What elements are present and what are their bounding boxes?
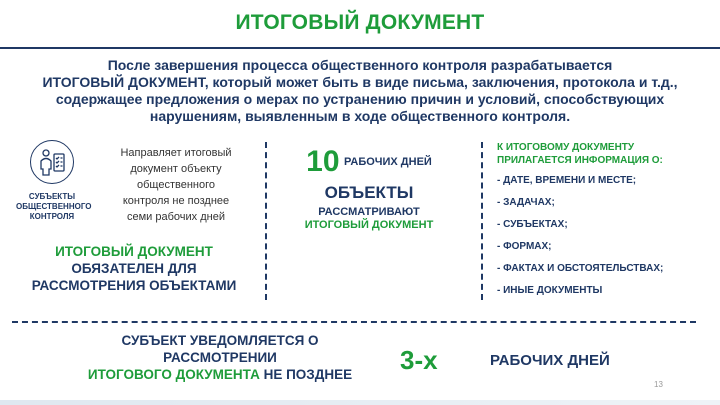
checklist-person-icon	[30, 140, 74, 184]
attachment-heading-line: К ИТОГОВОМУ ДОКУМЕНТУ	[497, 142, 635, 153]
vertical-divider-right	[481, 142, 483, 300]
attachment-list	[497, 175, 717, 296]
vertical-divider-left	[265, 142, 267, 300]
description-line: контроля не позднее	[122, 195, 230, 207]
objects-consider: РАССМАТРИВАЮТ	[318, 206, 420, 218]
description-line: Направляет итоговый	[120, 147, 232, 159]
intro-paragraph	[10, 57, 710, 125]
objects-doc: ИТОГОВЫЙ ДОКУМЕНТ	[304, 219, 434, 231]
mandatory-line-2: ОБЯЗАТЕЛЕН ДЛЯ	[71, 261, 197, 276]
subjects-caption-line: ОБЩЕСТВЕННОГО	[16, 202, 92, 211]
intro-line-4: нарушениям, выявленным в ходе общественного контроля.	[149, 108, 571, 124]
notice-line-2: РАССМОТРЕНИИ	[163, 350, 277, 365]
description-line: общественного	[137, 179, 215, 191]
list-item: - ФАКТАХ И ОБСТОЯТЕЛЬСТВАХ;	[497, 263, 664, 274]
list-item: - ИНЫЕ ДОКУМЕНТЫ	[497, 285, 603, 296]
list-item: - ДАТЕ, ВРЕМЕНИ И МЕСТЕ;	[497, 175, 637, 186]
objects-block	[280, 145, 458, 231]
page-title: ИТОГОВЫЙ ДОКУМЕНТ	[235, 11, 485, 34]
mandatory-statement	[16, 243, 252, 294]
page-number: 13	[654, 380, 663, 389]
notice-days-label: РАБОЧИХ ДНЕЙ	[490, 352, 610, 369]
horizontal-divider	[12, 321, 696, 323]
attachment-block	[497, 141, 717, 307]
notice-statement	[60, 332, 380, 383]
mandatory-line-3: РАССМОТРЕНИЯ ОБЪЕКТАМИ	[31, 278, 237, 293]
list-item: - ФОРМАХ;	[497, 241, 552, 252]
list-item: - СУБЪЕКТАХ;	[497, 219, 568, 230]
title-band	[0, 0, 720, 46]
intro-line-1: После завершения процесса общественного контроля разрабатывается	[107, 57, 613, 73]
notice-line-3-rest: НЕ ПОЗДНЕЕ	[259, 367, 353, 382]
subjects-caption-line: СУБЪЕКТЫ	[28, 192, 76, 201]
footer-band	[0, 400, 720, 405]
description-line: документ объекту	[130, 163, 222, 175]
intro-emphasis: ИТОГОВЫЙ ДОКУМЕНТ	[42, 74, 205, 90]
description-line: семи рабочих дней	[127, 211, 225, 223]
subjects-caption-line: КОНТРОЛЯ	[29, 212, 75, 221]
intro-line-2-rest: , который может быть в виде письма, заключения, протокола и т.д.,	[204, 74, 678, 90]
list-item: - ЗАДАЧАХ;	[497, 197, 555, 208]
title-divider	[0, 47, 720, 49]
attachment-heading-line: ПРИЛАГАЕТСЯ ИНФОРМАЦИЯ О:	[497, 155, 663, 166]
intro-line-3: содержащее предложения о мерах по устранению причин и условий, способствующих	[55, 91, 665, 107]
intro-line-2	[10, 74, 710, 91]
subjects-block	[16, 140, 92, 222]
notice-line-1: СУБЪЕКТ УВЕДОМЛЯЕТСЯ О	[121, 333, 319, 348]
notice-days-number: 3-х	[400, 345, 438, 375]
subjects-description	[106, 145, 246, 225]
attachment-heading	[497, 141, 717, 167]
mandatory-line-1: ИТОГОВЫЙ ДОКУМЕНТ	[55, 244, 213, 259]
notice-emphasis: ИТОГОВОГО ДОКУМЕНТА	[87, 367, 260, 382]
objects-days-number: 10	[306, 145, 340, 178]
objects-deadline	[280, 145, 458, 179]
objects-label: ОБЪЕКТЫ	[324, 183, 414, 202]
subjects-caption	[16, 192, 92, 222]
notice-line-3	[60, 366, 380, 383]
objects-days-label: РАБОЧИХ ДНЕЙ	[344, 156, 432, 168]
